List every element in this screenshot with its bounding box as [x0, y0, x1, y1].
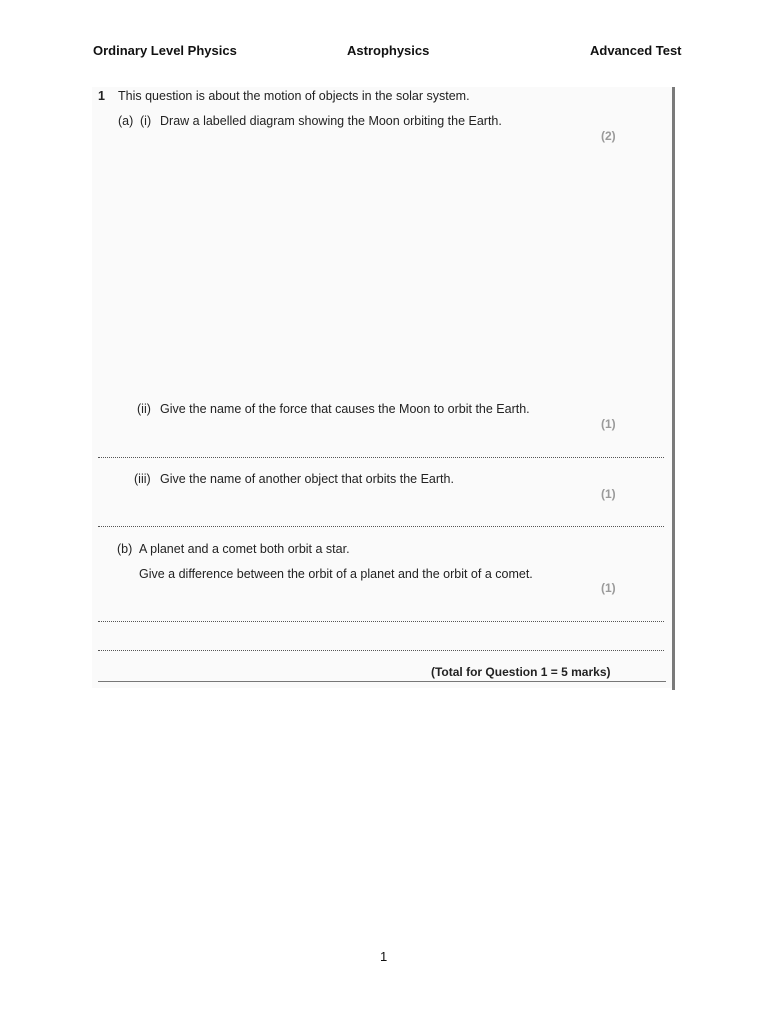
header-center-title: Astrophysics: [347, 43, 430, 58]
answer-line-b-1[interactable]: [98, 621, 664, 622]
part-a-iii-label: (iii): [134, 472, 151, 486]
question-total: (Total for Question 1 = 5 marks): [431, 665, 611, 679]
part-a-i-marks: (2): [601, 129, 616, 143]
part-a-i-label: (i): [140, 114, 152, 128]
answer-line-a-ii[interactable]: [98, 457, 664, 458]
part-b-text-1: A planet and a comet both orbit a star.: [139, 542, 350, 556]
part-a-label: (a): [118, 114, 134, 128]
header-left-title: Ordinary Level Physics: [93, 43, 237, 58]
part-b-marks: (1): [601, 581, 616, 595]
question-number: 1: [98, 89, 105, 103]
part-a-ii-text: Give the name of the force that causes the Moon to orbit the Earth.: [160, 402, 530, 416]
answer-line-a-iii[interactable]: [98, 526, 664, 527]
part-a-iii-text: Give the name of another object that orbits the Earth.: [160, 472, 454, 486]
part-a-iii-marks: (1): [601, 487, 616, 501]
part-a-i-text: Draw a labelled diagram showing the Moon orbiting the Earth.: [160, 114, 502, 128]
page-number: 1: [380, 949, 388, 964]
margin-bar: [672, 87, 675, 690]
question-intro: This question is about the motion of objects in the solar system.: [118, 89, 470, 103]
part-a-ii-marks: (1): [601, 417, 616, 431]
diagram-answer-area[interactable]: [98, 150, 664, 390]
part-b-text-2: Give a difference between the orbit of a planet and the orbit of a comet.: [139, 567, 533, 581]
part-a-ii-label: (ii): [137, 402, 151, 416]
answer-line-b-2[interactable]: [98, 650, 664, 651]
header-right-title: Advanced Test: [590, 43, 682, 58]
total-underline: [98, 681, 666, 682]
part-b-label: (b): [117, 542, 133, 556]
